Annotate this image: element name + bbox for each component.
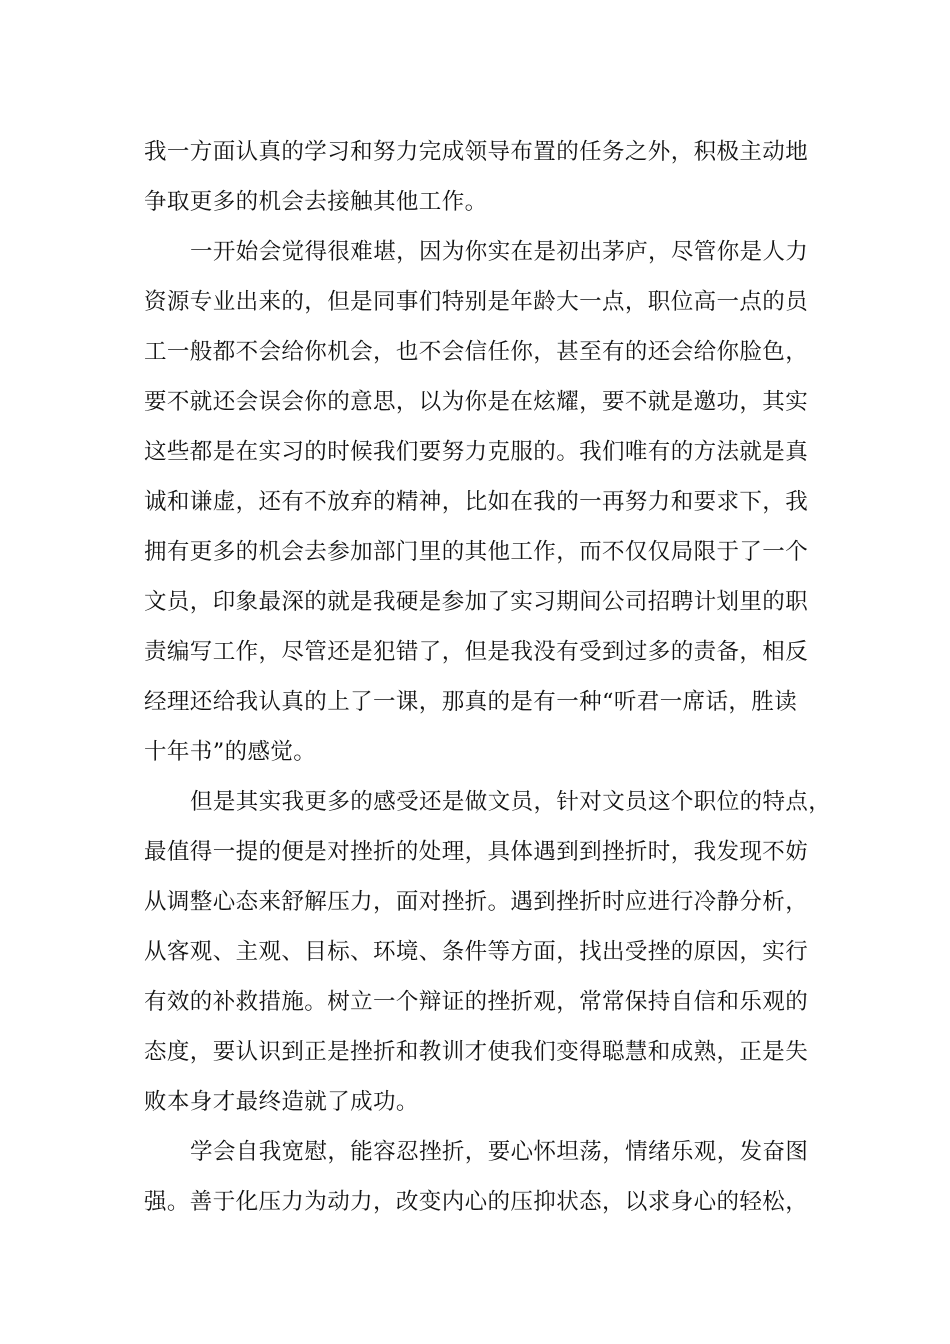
paragraph-first-line: 但是其实我更多的感受还是做文员，针对文员这个职位的特点， <box>190 789 832 815</box>
text-line: 从客观、主观、目标、环境、条件等方面，找出受挫的原因，实行 <box>144 939 809 965</box>
text-line: 强。善于化压力为动力，改变内心的压抑状态，以求身心的轻松， <box>144 1189 809 1215</box>
text-line: 争取更多的机会去接触其他工作。 <box>144 189 488 215</box>
text-line: 十年书”的感觉。 <box>144 739 317 765</box>
text-line: 最值得一提的便是对挫折的处理，具体遇到到挫折时，我发现不妨 <box>144 839 809 865</box>
text-line: 这些都是在实习的时候我们要努力克服的。我们唯有的方法就是真 <box>144 439 809 465</box>
text-line: 我一方面认真的学习和努力完成领导布置的任务之外，积极主动地 <box>144 139 809 165</box>
paragraph-first-line: 一开始会觉得很难堪，因为你实在是初出茅庐，尽管你是人力 <box>190 239 809 265</box>
body-text <box>144 127 844 1227</box>
text-line: 拥有更多的机会去参加部门里的其他工作，而不仅仅局限于了一个 <box>144 539 809 565</box>
text-line: 从调整心态来舒解压力，面对挫折。遇到挫折时应进行冷静分析， <box>144 889 809 915</box>
text-line: 工一般都不会给你机会，也不会信任你，甚至有的还会给你脸色， <box>144 339 809 365</box>
text-line: 责编写工作，尽管还是犯错了，但是我没有受到过多的责备，相反 <box>144 639 809 665</box>
text-line: 态度，要认识到正是挫折和教训才使我们变得聪慧和成熟，正是失 <box>144 1039 809 1065</box>
text-line: 败本身才最终造就了成功。 <box>144 1089 419 1115</box>
text-line: 资源专业出来的，但是同事们特别是年龄大一点，职位高一点的员 <box>144 289 809 315</box>
paragraph-first-line: 学会自我宽慰，能容忍挫折，要心怀坦荡，情绪乐观，发奋图 <box>190 1139 809 1165</box>
text-line: 要不就还会误会你的意思，以为你是在炫耀，要不就是邀功，其实 <box>144 389 809 415</box>
text-line: 诚和谦虚，还有不放弃的精神，比如在我的一再努力和要求下，我 <box>144 489 809 515</box>
text-line: 有效的补救措施。树立一个辩证的挫折观，常常保持自信和乐观的 <box>144 989 809 1015</box>
text-line: 文员，印象最深的就是我硬是参加了实习期间公司招聘计划里的职 <box>144 589 809 615</box>
text-line: 经理还给我认真的上了一课，那真的是有一种“听君一席话，胜读 <box>144 689 798 715</box>
